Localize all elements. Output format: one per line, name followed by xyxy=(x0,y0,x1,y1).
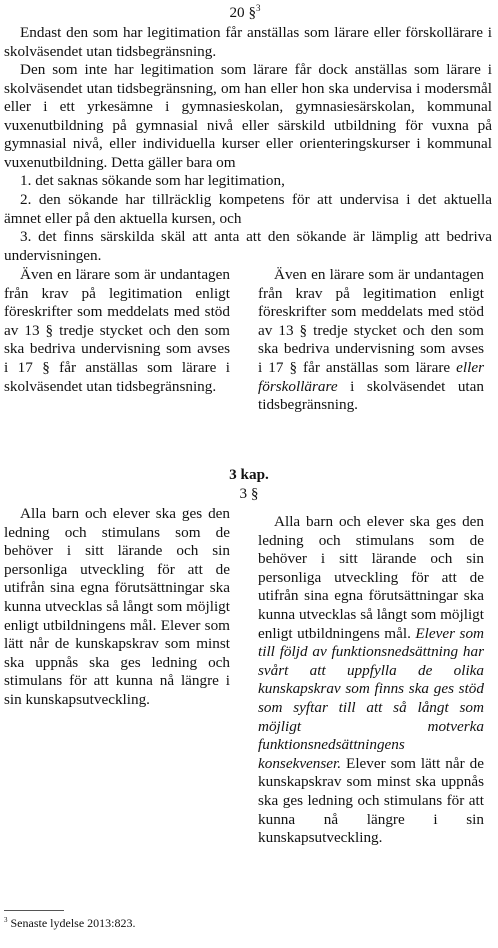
proposed-text-end: i skolväsendet utan tidsbegränsning. xyxy=(258,377,484,414)
chapter3-proposed-column xyxy=(258,513,484,848)
current-wording-text: Även en lärare som är undantagen från krav på legitimation enligt föreskrifter som meddelats med stöd av 13 § tredje stycket och den som ska bedriva undervisning som avses i 17 § får anställas som lärare i skolväsendet utan tidsbegränsning. xyxy=(4,266,230,395)
chapter3-current-text: Alla barn och elever ska ges den ledning och stimulans som de behöver i sitt lärande och sin personliga utveckling för att de utifrån sina egna förutsättningar ska kunna utvecklas så långt som möjligt enligt utbildningens mål. Elever som lätt når de kunskapskrav som minst ska uppnås ska ges ledning och stimulans för att kunna nå längre i sin kunskapsutveckling. xyxy=(4,505,230,708)
chapter-heading: 3 kap. xyxy=(229,466,269,483)
list-item-2: 2. den sökande har tillräcklig kompetens för att undervisa i det aktuella ämnet eller på den aktuella kursen, och xyxy=(4,191,492,227)
chapter3-proposed-end: Elever som lätt når de kunskapskrav som minst ska uppnås ska ges ledning och stimulans för att kunna nå längre i sin kunskapsutveckling. xyxy=(258,754,484,847)
chapter3-proposed-change: Elever som till följd av funktionsnedsättning har svårt att uppfylla de olika kunskapskrav som finns ska ges stöd som syftar till att så långt som möjligt motverka funktionsnedsättningens konsekvenser. xyxy=(258,624,485,772)
footnote-text: Senaste lydelse 2013:823. xyxy=(7,916,136,930)
footnote-divider xyxy=(4,910,64,911)
chapter3-proposed-start: Alla barn och elever ska ges den ledning och stimulans som de behöver i sitt lärande och sin personliga utveckling för att de utifrån sina egna förutsättningar ska kunna utvecklas så långt som möjligt enligt utbildningens mål. xyxy=(258,513,484,642)
list-item-3: 3. det finns särskilda skäl att anta att den sökande är lämplig att bedriva undervisningen. xyxy=(4,228,492,264)
paragraph-20-label: 20 § xyxy=(229,4,257,21)
footnote xyxy=(4,916,135,930)
chapter3-current-column xyxy=(4,505,230,710)
proposed-text-start: Även en lärare som är undantagen från krav på legitimation enligt föreskrifter som meddelats med stöd av 13 § tredje stycket och den som ska bedriva undervisning som avses i 17 § får anställas som lärare xyxy=(258,266,484,376)
proposed-wording-text xyxy=(258,266,484,415)
paragraph-20-second-stycke: Den som inte har legitimation som lärare får dock anställas som lärare i skolväsendet utan tidsbegränsning, om han eller hon ska undervisa i modersmål eller i ett yrkesämne i gymnasieskolan, gymnasiesärskolan, kommunal vuxenutbildning på gymnasial nivå eller särskild utbildning för vuxna på gymnasial nivå, eller individuella kurser eller orienteringskurser i kommunal vuxenutbildning. Detta gäller bara om xyxy=(4,61,492,171)
list-item-1: 1. det saknas sökande som har legitimation, xyxy=(20,172,285,189)
footnote-reference: 3 xyxy=(256,2,261,13)
proposed-text-change: eller förskollärare xyxy=(258,358,484,395)
paragraph-20-first-stycke: Endast den som har legitimation får anställas som lärare eller förskollärare i skolväsendet utan tidsbegränsning. xyxy=(4,24,492,60)
section-heading: 3 § xyxy=(239,485,259,502)
paragraph-20-heading xyxy=(0,4,490,23)
proposed-wording-column xyxy=(258,266,484,415)
current-wording-column xyxy=(4,266,230,396)
footnote-mark: 3 xyxy=(4,916,8,924)
chapter3-proposed-text xyxy=(258,513,484,848)
